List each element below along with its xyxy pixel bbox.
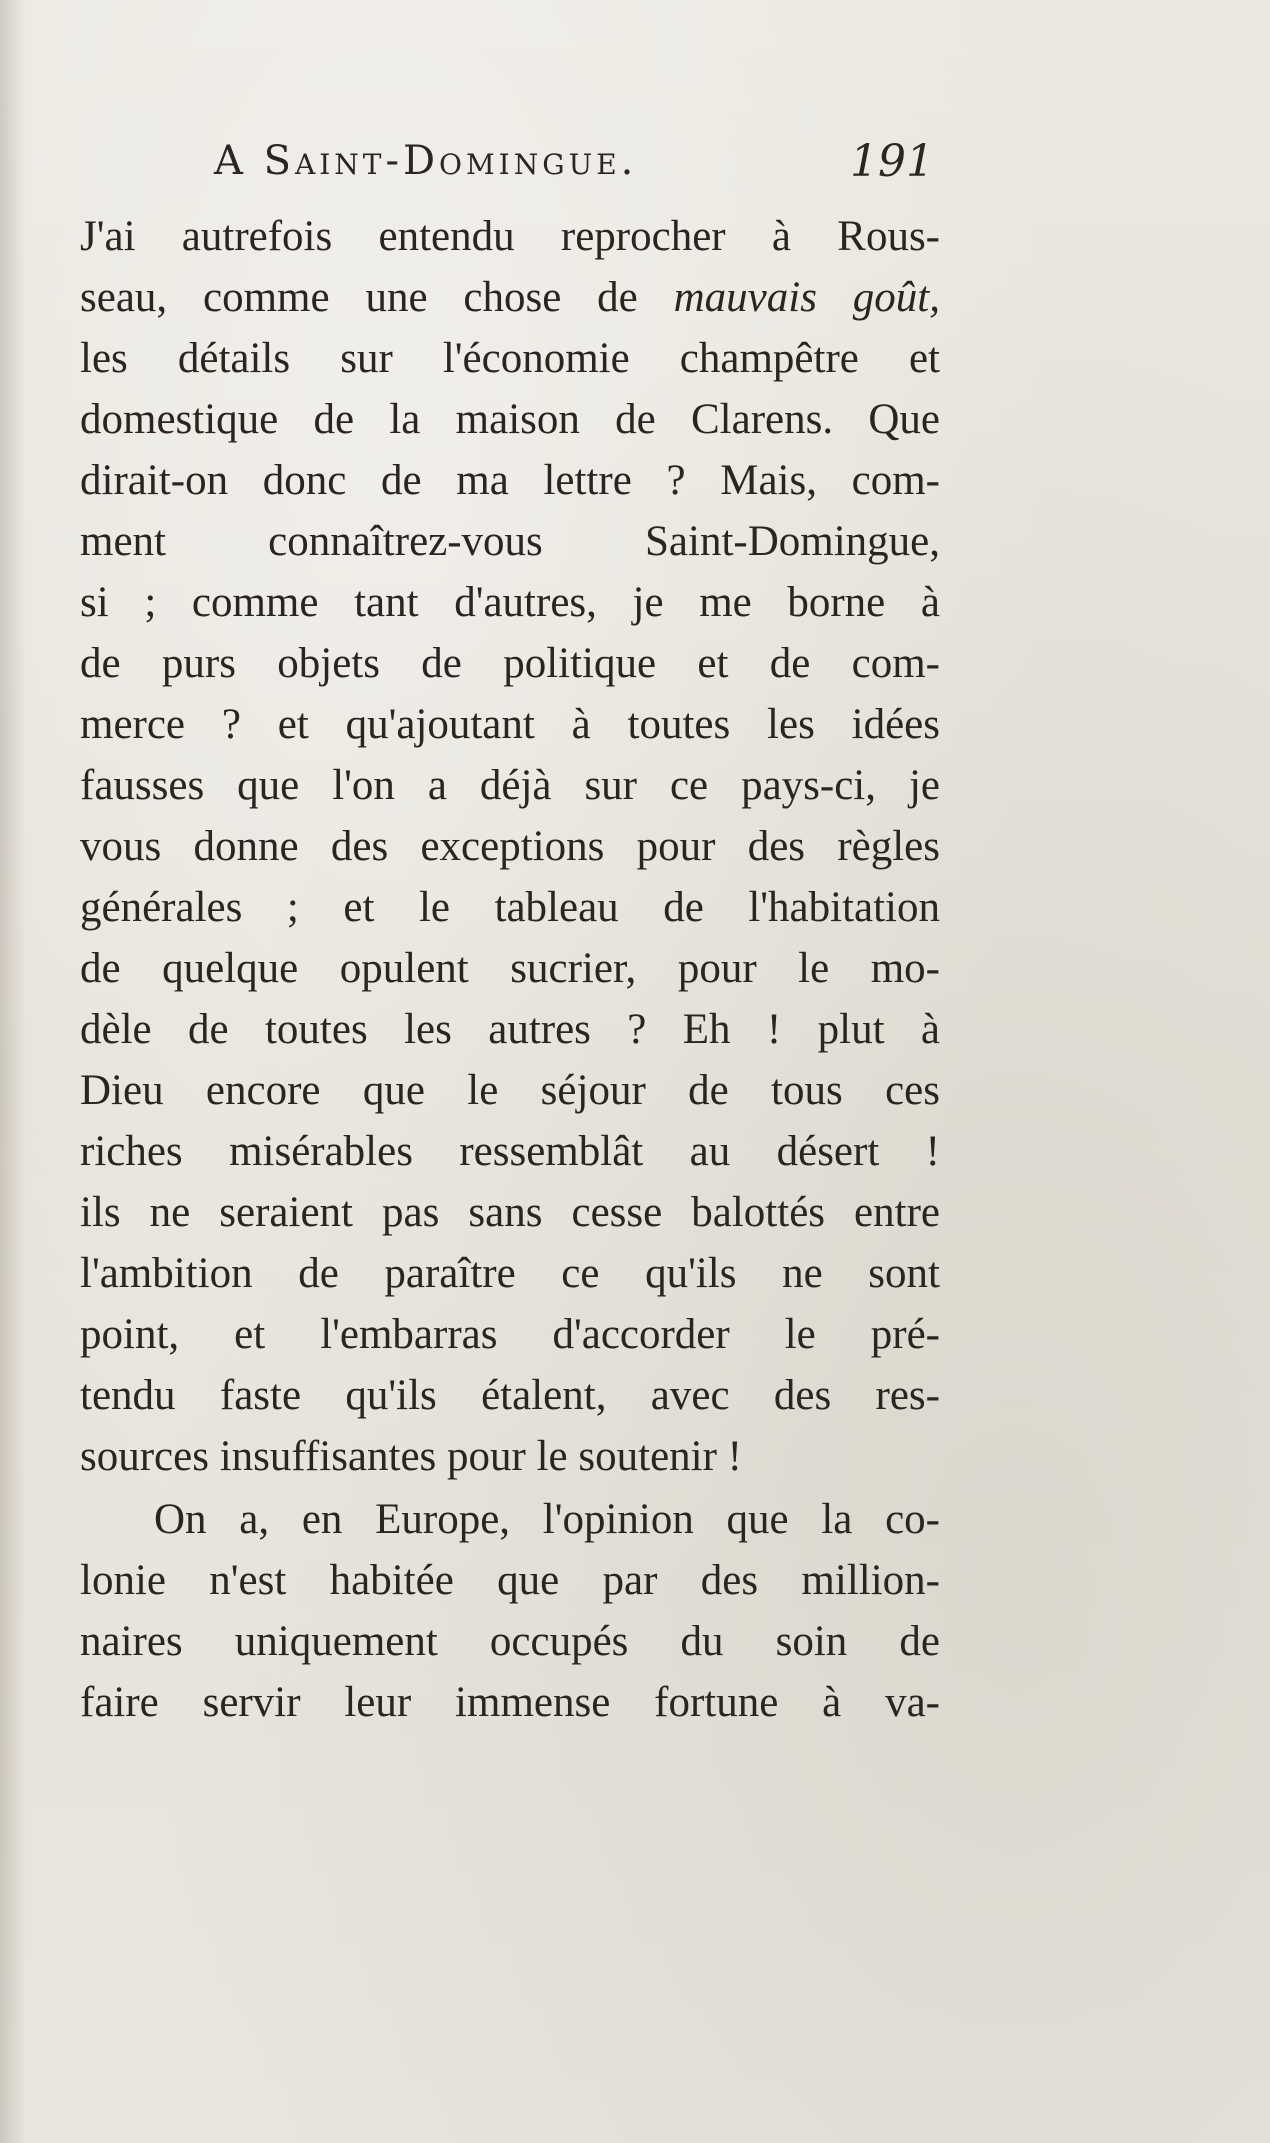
- text-line: domestique de la maison de Clarens. Que: [80, 396, 940, 443]
- text-line: générales ; et le tableau de l'habitation: [80, 884, 940, 931]
- text-line: riches misérables ressemblât au désert !: [80, 1128, 940, 1175]
- page-gutter-shadow: [0, 0, 26, 2143]
- text-line: faire servir leur immense fortune à va-: [80, 1679, 940, 1726]
- text-line: naires uniquement occupés du soin de: [80, 1618, 940, 1665]
- page-number: 191: [850, 136, 934, 187]
- running-title: A Saint-Domingue.: [214, 138, 638, 184]
- text-line: dèle de toutes les autres ? Eh ! plut à: [80, 1006, 940, 1053]
- text-line: lonie n'est habitée que par des million-: [80, 1557, 940, 1604]
- text-line: l'ambition de paraître ce qu'ils ne sont: [80, 1250, 940, 1297]
- text-line: Dieu encore que le séjour de tous ces: [80, 1067, 940, 1114]
- text-line: fausses que l'on a déjà sur ce pays-ci, je: [80, 762, 940, 809]
- text-line: point, et l'embarras d'accorder le pré-: [80, 1311, 940, 1358]
- text-line: vous donne des exceptions pour des règles: [80, 823, 940, 870]
- text-line: sources insuffisantes pour le soutenir !: [80, 1433, 742, 1480]
- text-line: ils ne seraient pas sans cesse balottés entre: [80, 1189, 940, 1236]
- text-line: de purs objets de politique et de com-: [80, 640, 940, 687]
- text-line: On a, en Europe, l'opinion que la co-: [154, 1496, 940, 1543]
- text-line: J'ai autrefois entendu reprocher à Rous-: [80, 213, 940, 260]
- text-line: ment connaîtrez-vous Saint-Domingue,: [80, 518, 940, 565]
- text-line-start: seau, comme une chose de: [80, 274, 674, 321]
- text-line-with-italic: [80, 267, 940, 328]
- text-line: tendu faste qu'ils étalent, avec des res-: [80, 1372, 940, 1419]
- italic-phrase: mauvais goût,: [673, 274, 940, 321]
- text-line: merce ? et qu'ajoutant à toutes les idées: [80, 701, 940, 748]
- page-header: [214, 134, 934, 194]
- text-line: de quelque opulent sucrier, pour le mo-: [80, 945, 940, 992]
- text-line: dirait-on donc de ma lettre ? Mais, com-: [80, 457, 940, 504]
- body-text: [80, 206, 940, 1733]
- text-line: si ; comme tant d'autres, je me borne à: [80, 579, 940, 626]
- text-line: les détails sur l'économie champêtre et: [80, 335, 940, 382]
